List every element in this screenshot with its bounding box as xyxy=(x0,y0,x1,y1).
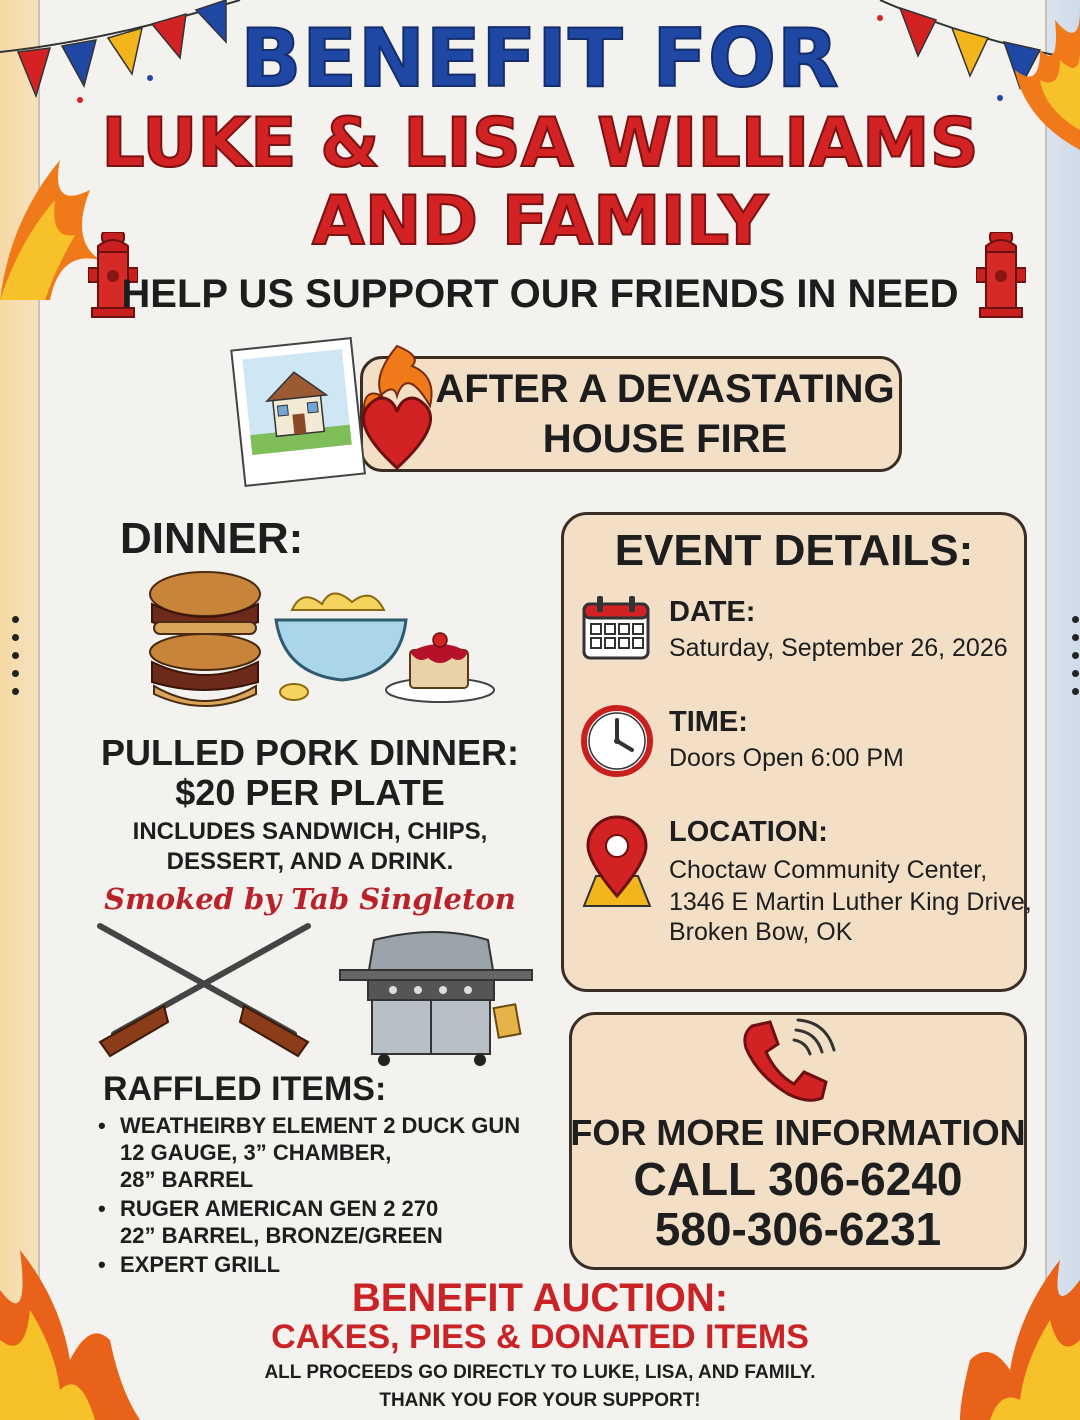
raffle-item-line: • RUGER AMERICAN GEN 2 270 xyxy=(120,1196,439,1221)
time-value: Doors Open 6:00 PM xyxy=(669,744,904,772)
dinner-includes-line2: DESSERT, AND A DRINK. xyxy=(166,848,454,875)
banner-line1: AFTER A DEVASTATING xyxy=(435,367,895,411)
smoked-by: Smoked by Tab Singleton xyxy=(104,882,516,916)
raffle-item-line: • WEATHEIRBY ELEMENT 2 DUCK GUN xyxy=(120,1113,521,1138)
title-line2: LUKE & LISA WILLIAMS xyxy=(101,104,979,183)
raffle-item xyxy=(98,1112,538,1193)
raffle-item xyxy=(98,1195,538,1249)
location-line2: 1346 E Martin Luther King Drive, xyxy=(669,888,1032,916)
calendar-icon xyxy=(581,594,651,662)
contact-phone-2: 580-306-6231 xyxy=(654,1203,942,1255)
clock-icon xyxy=(580,704,654,778)
date-label: DATE: xyxy=(669,596,756,628)
raffle-item-line: 28” BARREL xyxy=(120,1167,254,1192)
banner-line2: HOUSE FIRE xyxy=(542,417,788,461)
footer-thanks: THANK YOU FOR YOUR SUPPORT! xyxy=(379,1390,701,1411)
contact-heading: FOR MORE INFORMATION xyxy=(570,1112,1026,1153)
dinner-heading: DINNER: xyxy=(120,514,304,563)
raffle-item-line: 22” BARREL, BRONZE/GREEN xyxy=(120,1223,443,1248)
event-details-heading: EVENT DETAILS: xyxy=(614,526,974,575)
location-line1: Choctaw Community Center, xyxy=(669,856,988,884)
house-photo-icon xyxy=(228,334,368,488)
raffle-list xyxy=(98,1112,538,1280)
location-line3: Broken Bow, OK xyxy=(669,918,853,946)
location-pin-icon xyxy=(582,814,652,910)
raffle-heading: RAFFLED ITEMS: xyxy=(103,1070,387,1108)
flaming-heart-icon xyxy=(352,336,442,476)
raffle-item-line: • EXPERT GRILL xyxy=(120,1252,281,1277)
contact-phone-1: CALL 306-6240 xyxy=(633,1153,963,1205)
subtitle: HELP US SUPPORT OUR FRIENDS IN NEED xyxy=(121,272,959,316)
date-value: Saturday, September 26, 2026 xyxy=(669,634,1008,662)
raffle-item-line: 12 GAUGE, 3” CHAMBER, xyxy=(120,1140,392,1165)
dessert-icon xyxy=(382,630,498,706)
time-label: TIME: xyxy=(669,706,748,738)
fire-banner-text xyxy=(430,364,900,464)
title-line3: AND FAMILY xyxy=(312,182,768,261)
title-line1: BENEFIT FOR xyxy=(240,12,840,105)
footer-proceeds: ALL PROCEEDS GO DIRECTLY TO LUKE, LISA, AND FAMILY. xyxy=(264,1362,816,1383)
decorative-dots xyxy=(12,616,19,706)
dinner-price: $20 PER PLATE xyxy=(175,772,445,813)
dinner-includes-line1: INCLUDES SANDWICH, CHIPS, xyxy=(132,818,488,845)
rifle-icon xyxy=(94,918,314,1058)
location-label: LOCATION: xyxy=(669,816,828,848)
grill-icon xyxy=(338,928,534,1068)
auction-heading: BENEFIT AUCTION: xyxy=(351,1276,729,1320)
phone-icon xyxy=(738,1018,838,1104)
dinner-line1: PULLED PORK DINNER: xyxy=(100,732,519,773)
sandwich-icon xyxy=(140,570,270,720)
raffle-item xyxy=(98,1251,538,1278)
auction-items: CAKES, PIES & DONATED ITEMS xyxy=(271,1318,809,1356)
decorative-dots xyxy=(1072,616,1079,706)
